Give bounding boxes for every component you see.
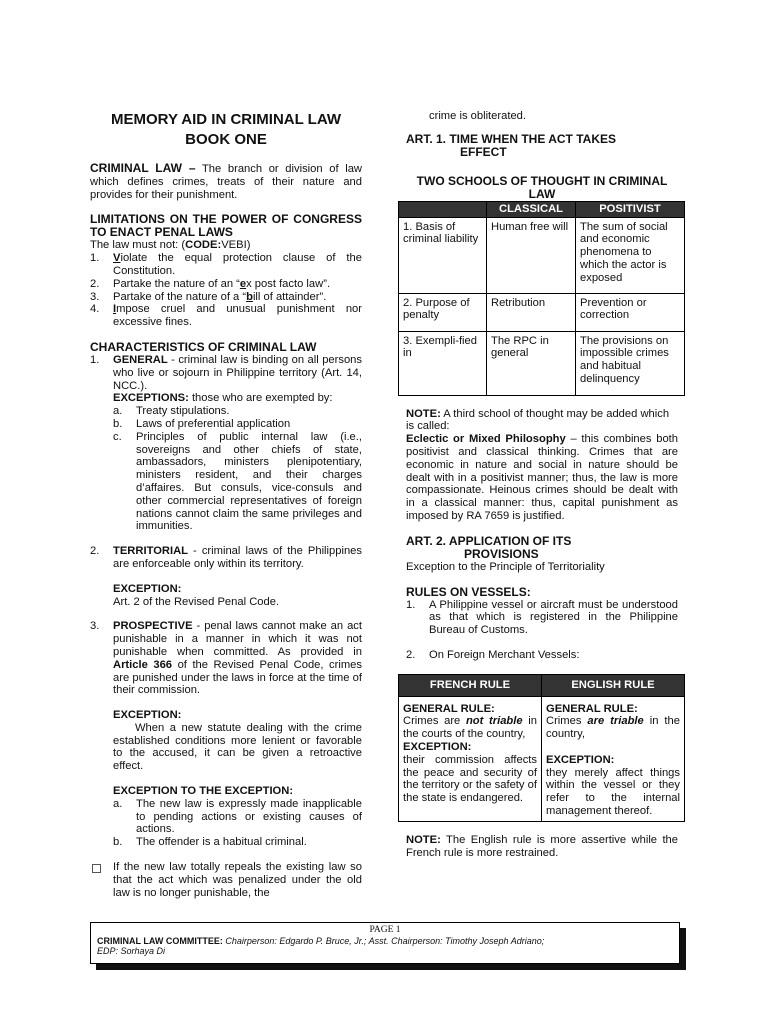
- characteristic-territorial: 2. TERRITORIAL - criminal laws of the Philippines are enforceable only within its territory. EXCEPTION: Art. 2 of the Revised Penal Code.: [90, 545, 362, 608]
- table-row: 1. Basis of criminal liability Human free will The sum of social and economic phenomena to which the actor is exposed: [399, 217, 685, 293]
- table-header: ENGLISH RULE: [542, 674, 685, 696]
- characteristic-prospective: 3. PROSPECTIVE - penal laws cannot make an act punishable in a manner in which it was not punishable when committed. As provided in Article 366 of the Revised Penal Code, crimes are punished under the laws in force at the time of their commission. EXCEPTION: When a new statute dealing with the crime established conditions more lenient or favorable to the accused, it can be given a retroactive effect. EXCEPTION TO THE EXCEPTION: a. The new law is expressly made inapplicable to pending actions or existing causes of actions. b. The offender is a habitual criminal.: [90, 620, 362, 849]
- characteristics-heading: CHARACTERISTICS OF CRIMINAL LAW: [90, 339, 317, 354]
- characteristic-general: 1. GENERAL - criminal law is binding on all persons who live or sojourn in Philippine territory (Art. 14, NCC.). EXCEPTIONS: those who are exempted by: a. Treaty stipulations. b. Laws of preferential application c. Principles of public internal law (i.e., sovereigns and other chiefs of state, ambassadors, ministers plenipotentiary, ministers resident, and their charges d’affaires. But consuls, vice-consuls and other commercial representatives of foreign nations cannot claim the same privileges and immunities.: [90, 353, 362, 533]
- right-column: [403, 0, 680, 859]
- limitations-intro: The law must not: (CODE:VEBI): [90, 239, 251, 252]
- list-item: 3. Partake of the nature of a “bill of attainder”.: [90, 290, 327, 303]
- table-header: POSITIVIST: [576, 201, 685, 217]
- eclectic-paragraph: Eclectic or Mixed Philosophy – this combines both positivist and classical thinking. Crimes that are economic in nature and social in nature should be dealt with in a positivist manner; thus, the law is more compassionate. Heinous crimes should be dealt with in a classical manner: thus, capital punishment as imposed by RA 7659 is justified.: [406, 433, 678, 522]
- art1-heading: ART. 1. TIME WHEN THE ACT TAKES EFFECT: [406, 131, 616, 159]
- committee-line: CRIMINAL LAW COMMITTEE: Chairperson: Edgardo P. Bruce, Jr.; Asst. Chairperson: Timothy Joseph Adriano;: [97, 935, 545, 946]
- limitations-list: [90, 252, 362, 329]
- page-footer: [90, 922, 680, 964]
- schools-heading: TWO SCHOOLS OF THOUGHT IN CRIMINAL LAW: [416, 173, 668, 201]
- table-row: GENERAL RULE: Crimes are not triable in the courts of the country, EXCEPTION: their commission affects the peace and security of the territory or the safety of the state is endangered. GENERAL RULE: Crimes are triable in the country, EXCEPTION: they merely affect things within the vessel or they refer to the internal management thereof.: [399, 696, 685, 821]
- art2-subtitle: Exception to the Principle of Territoriality: [406, 560, 605, 573]
- repeal-bullet: If the new law totally repeals the existing law so that the act which was penalized under the old law is no longer punishable, the: [90, 861, 362, 899]
- table-row: 2. Purpose of penalty Retribution Prevention or correction: [399, 293, 685, 331]
- art1-note: NOTE: A third school of thought may be added which is called:: [406, 407, 670, 433]
- schools-table: [398, 201, 685, 396]
- list-item: 4. Impose cruel and unusual punishment nor excessive fines.: [90, 303, 362, 329]
- criminal-law-definition: CRIMINAL LAW – The branch or division of law which defines crimes, treats of their nature and provides for their punishment.: [90, 161, 362, 201]
- vessel-rules-table: [398, 674, 685, 822]
- table-header: FRENCH RULE: [399, 674, 542, 696]
- checkbox-bullet-icon: [92, 864, 101, 873]
- obliterated-text: crime is obliterated.: [429, 110, 526, 122]
- page-number: PAGE 1: [369, 925, 401, 935]
- list-item: 2. On Foreign Merchant Vessels:: [406, 648, 580, 661]
- left-column: [90, 0, 362, 899]
- rules-heading: RULES ON VESSELS:: [406, 584, 531, 599]
- art2-note: NOTE: The English rule is more assertive while the French rule is more restrained.: [406, 833, 678, 859]
- edp-line: EDP: Sorhaya Di: [97, 946, 166, 956]
- page-title: MEMORY AID IN CRIMINAL LAW BOOK ONE: [111, 111, 341, 148]
- list-item: 1. A Philippine vessel or aircraft must be understood as that which is registered in the Philippine Bureau of Customs.: [406, 598, 678, 637]
- table-header: CLASSICAL: [487, 201, 576, 217]
- art2-heading: ART. 2. APPLICATION OF ITS PROVISIONS: [406, 533, 572, 561]
- limitations-heading: LIMITATIONS ON THE POWER OF CONGRESS TO ENACT PENAL LAWS: [90, 212, 362, 240]
- list-item: 1. Violate the equal protection clause of the Constitution.: [90, 252, 362, 277]
- list-item: 2. Partake the nature of an “ex post facto law”.: [90, 277, 331, 290]
- table-row: 3. Exempli-fied in The RPC in general The provisions on impossible crimes and habitual delinquency: [399, 331, 685, 395]
- table-header: [399, 201, 487, 217]
